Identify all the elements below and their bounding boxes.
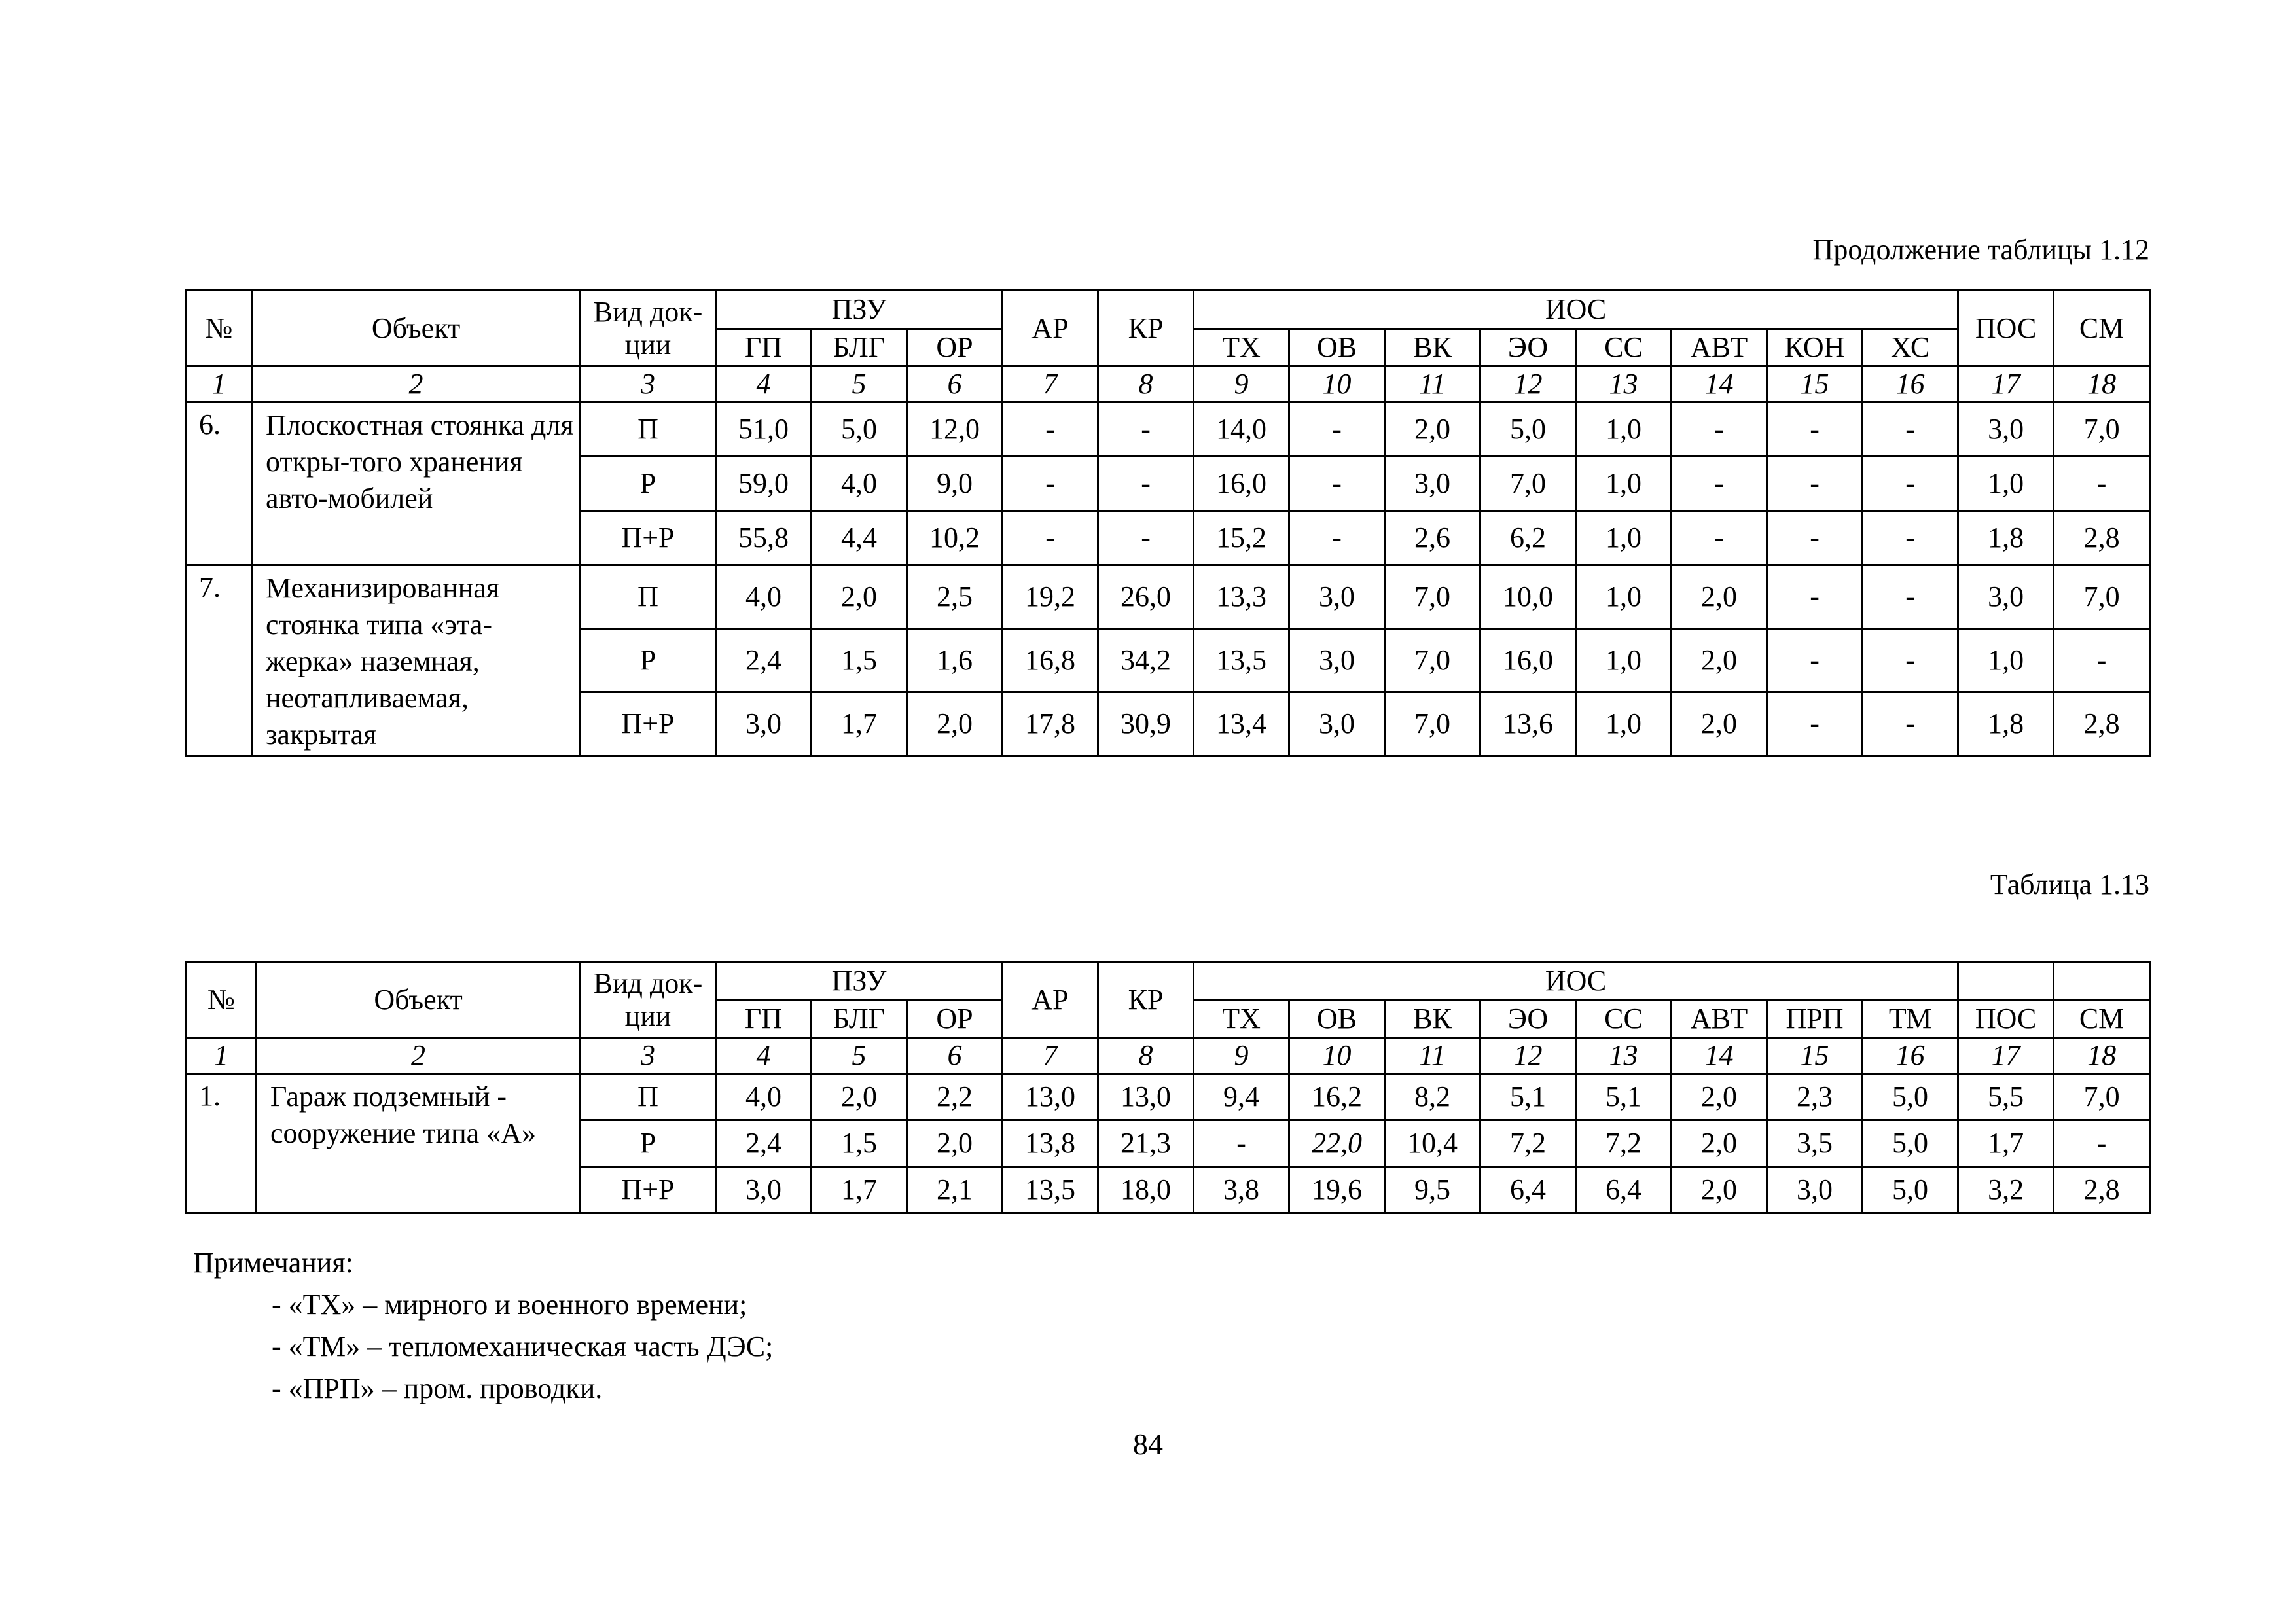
value-cell: 12,0: [907, 402, 1003, 457]
value-cell: 2,0: [1385, 402, 1480, 457]
value-cell: -: [1863, 692, 1958, 756]
notes-title: Примечания:: [193, 1247, 353, 1279]
header-ss: СС: [1576, 1001, 1672, 1038]
table-1-13: [185, 961, 2151, 1214]
column-number-cell: 18: [2054, 1038, 2150, 1074]
value-cell: 5,0: [812, 402, 907, 457]
column-number-cell: 8: [1098, 366, 1194, 402]
column-number-cell: 4: [716, 366, 812, 402]
value-cell: 1,0: [1958, 629, 2054, 692]
column-number-cell: 5: [812, 1038, 907, 1074]
value-cell: 5,5: [1958, 1074, 2054, 1120]
value-cell: 2,8: [2054, 511, 2150, 565]
header-pos: ПОС: [1958, 1001, 2054, 1038]
column-number-cell: 16: [1863, 366, 1958, 402]
header-ov: ОВ: [1289, 1001, 1385, 1038]
table1-caption: Продолжение таблицы 1.12: [1812, 234, 2149, 266]
value-cell: 5,0: [1480, 402, 1576, 457]
column-number-cell: 17: [1958, 366, 2054, 402]
value-cell: -: [1098, 402, 1194, 457]
value-cell: 5,0: [1863, 1074, 1958, 1120]
value-cell: 1,0: [1576, 457, 1672, 511]
value-cell: 2,0: [907, 692, 1003, 756]
column-number-cell: 6: [907, 1038, 1003, 1074]
column-number-cell: 2: [257, 1038, 581, 1074]
value-cell: 3,0: [1958, 402, 2054, 457]
value-cell: 5,1: [1480, 1074, 1576, 1120]
value-cell: 2,5: [907, 565, 1003, 629]
value-cell: -: [1863, 457, 1958, 511]
column-number-cell: 5: [812, 366, 907, 402]
header-eo: ЭО: [1480, 329, 1576, 366]
value-cell: 1,0: [1576, 565, 1672, 629]
header-kr: КР: [1098, 962, 1194, 1038]
table-row: [187, 402, 2150, 457]
value-cell: -: [2054, 457, 2150, 511]
value-cell: 6,4: [1480, 1167, 1576, 1213]
note-item: - «ПРП» – пром. проводки.: [272, 1372, 603, 1404]
value-cell: 1,0: [1576, 692, 1672, 756]
value-cell: 9,4: [1194, 1074, 1289, 1120]
value-cell: 3,0: [716, 1167, 812, 1213]
header-eo: ЭО: [1480, 1001, 1576, 1038]
value-cell: 30,9: [1098, 692, 1194, 756]
value-cell: 13,3: [1194, 565, 1289, 629]
header-avt: АВТ: [1672, 1001, 1767, 1038]
notes: [193, 1242, 773, 1410]
value-cell: 1,7: [1958, 1120, 2054, 1167]
value-cell: 8,2: [1385, 1074, 1480, 1120]
value-cell: 14,0: [1194, 402, 1289, 457]
value-cell: 16,0: [1194, 457, 1289, 511]
value-cell: 4,0: [716, 1074, 812, 1120]
value-cell: 9,5: [1385, 1167, 1480, 1213]
value-cell: -: [1672, 457, 1767, 511]
value-cell: 6,2: [1480, 511, 1576, 565]
value-cell: 7,0: [1480, 457, 1576, 511]
value-cell: -: [1767, 457, 1863, 511]
value-cell: 2,0: [1672, 1120, 1767, 1167]
header-sm: СМ: [2054, 291, 2150, 366]
value-cell: 3,0: [1767, 1167, 1863, 1213]
value-cell: -: [1767, 692, 1863, 756]
doc-type-cell: П+Р: [581, 692, 716, 756]
column-number-cell: 12: [1480, 366, 1576, 402]
value-cell: 2,0: [907, 1120, 1003, 1167]
value-cell: 4,0: [812, 457, 907, 511]
value-cell: 13,8: [1003, 1120, 1098, 1167]
value-cell: 2,0: [1672, 565, 1767, 629]
doc-type-cell: Р: [581, 629, 716, 692]
value-cell: 59,0: [716, 457, 812, 511]
header-vk: ВК: [1385, 329, 1480, 366]
header-ss: СС: [1576, 329, 1672, 366]
column-number-cell: 10: [1289, 366, 1385, 402]
value-cell: 1,6: [907, 629, 1003, 692]
value-cell: 34,2: [1098, 629, 1194, 692]
value-cell: 13,0: [1098, 1074, 1194, 1120]
value-cell: 3,0: [1289, 629, 1385, 692]
value-cell: 26,0: [1098, 565, 1194, 629]
value-cell: -: [1003, 457, 1098, 511]
value-cell: 7,0: [2054, 1074, 2150, 1120]
column-number-cell: 2: [252, 366, 581, 402]
header-blg: БЛГ: [812, 329, 907, 366]
object-name: Механизированная стоянка типа «эта-жерка» наземная, неотапливаемая, закрытая: [252, 565, 581, 756]
value-cell: 1,7: [812, 692, 907, 756]
value-cell: 3,0: [716, 692, 812, 756]
value-cell: -: [1863, 629, 1958, 692]
value-cell: 7,0: [1385, 692, 1480, 756]
header-tm: ТМ: [1863, 1001, 1958, 1038]
value-cell: 1,0: [1958, 457, 2054, 511]
column-number-cell: 1: [187, 1038, 257, 1074]
doc-type-cell: Р: [581, 457, 716, 511]
value-cell: 16,0: [1480, 629, 1576, 692]
table-1-12-continuation: [185, 289, 2151, 757]
header-gp: ГП: [716, 329, 812, 366]
value-cell: 3,0: [1289, 692, 1385, 756]
header-pzu: ПЗУ: [716, 291, 1003, 329]
object-name: Плоскостная стоянка для откры-того хранения авто-мобилей: [252, 402, 581, 565]
column-number-cell: 13: [1576, 366, 1672, 402]
value-cell: -: [1672, 402, 1767, 457]
header-gp: ГП: [716, 1001, 812, 1038]
value-cell: 7,2: [1576, 1120, 1672, 1167]
header-or: ОР: [907, 329, 1003, 366]
object-name: Гараж подземный - сооружение типа «А»: [257, 1074, 581, 1213]
value-cell: 2,0: [1672, 1074, 1767, 1120]
header-avt: АВТ: [1672, 329, 1767, 366]
doc-type-cell: Р: [581, 1120, 716, 1167]
value-cell: 7,0: [2054, 402, 2150, 457]
header-sm: СМ: [2054, 1001, 2150, 1038]
note-item: - «ТХ» – мирного и военного времени;: [272, 1289, 747, 1321]
value-cell: 15,2: [1194, 511, 1289, 565]
value-cell: 5,0: [1863, 1120, 1958, 1167]
value-cell: -: [1003, 511, 1098, 565]
value-cell: 5,0: [1863, 1167, 1958, 1213]
value-cell: 18,0: [1098, 1167, 1194, 1213]
column-number-cell: 1: [187, 366, 252, 402]
value-cell: -: [1289, 402, 1385, 457]
column-number-cell: 11: [1385, 1038, 1480, 1074]
value-cell: 4,4: [812, 511, 907, 565]
column-number-row: [187, 366, 2150, 402]
value-cell: 7,0: [1385, 565, 1480, 629]
column-number-cell: 13: [1576, 1038, 1672, 1074]
value-cell: -: [1098, 457, 1194, 511]
column-number-cell: 3: [581, 1038, 716, 1074]
doc-type-cell: П: [581, 402, 716, 457]
column-number-cell: 18: [2054, 366, 2150, 402]
doc-type-cell: П+Р: [581, 1167, 716, 1213]
value-cell: 13,0: [1003, 1074, 1098, 1120]
value-cell: -: [1672, 511, 1767, 565]
value-cell: -: [1863, 402, 1958, 457]
value-cell: 3,8: [1194, 1167, 1289, 1213]
column-number-cell: 10: [1289, 1038, 1385, 1074]
header-doc-type: Вид док-ции: [581, 962, 716, 1038]
header-ov: ОВ: [1289, 329, 1385, 366]
header-blg: БЛГ: [812, 1001, 907, 1038]
value-cell: 2,0: [1672, 1167, 1767, 1213]
value-cell: 10,0: [1480, 565, 1576, 629]
header-vk: ВК: [1385, 1001, 1480, 1038]
table-row: [187, 565, 2150, 629]
column-number-cell: 6: [907, 366, 1003, 402]
value-cell: -: [1767, 402, 1863, 457]
value-cell: 7,0: [1385, 629, 1480, 692]
header-tx: ТХ: [1194, 329, 1289, 366]
column-number-cell: 16: [1863, 1038, 1958, 1074]
value-cell: 17,8: [1003, 692, 1098, 756]
value-cell: 2,0: [812, 565, 907, 629]
value-cell: 5,1: [1576, 1074, 1672, 1120]
value-cell: 2,3: [1767, 1074, 1863, 1120]
value-cell: 4,0: [716, 565, 812, 629]
header-prp: ПРП: [1767, 1001, 1863, 1038]
column-number-cell: 9: [1194, 1038, 1289, 1074]
value-cell: 1,0: [1576, 402, 1672, 457]
row-number: 1.: [187, 1074, 257, 1213]
header-object: Объект: [257, 962, 581, 1038]
header-sm-blank: [2054, 962, 2150, 1001]
column-number-cell: 14: [1672, 366, 1767, 402]
value-cell: 2,8: [2054, 1167, 2150, 1213]
value-cell: 13,4: [1194, 692, 1289, 756]
value-cell: 3,5: [1767, 1120, 1863, 1167]
header-no: №: [187, 291, 252, 366]
table2-caption: Таблица 1.13: [1990, 868, 2149, 901]
value-cell: 2,0: [812, 1074, 907, 1120]
header-pos-blank: [1958, 962, 2054, 1001]
column-number-cell: 14: [1672, 1038, 1767, 1074]
table-row: [187, 1074, 2150, 1120]
value-cell: 7,2: [1480, 1120, 1576, 1167]
value-cell: 13,6: [1480, 692, 1576, 756]
value-cell: 1,8: [1958, 692, 2054, 756]
column-number-cell: 12: [1480, 1038, 1576, 1074]
value-cell: 2,0: [1672, 692, 1767, 756]
value-cell: 10,2: [907, 511, 1003, 565]
column-number-cell: 17: [1958, 1038, 2054, 1074]
header-ios: ИОС: [1194, 291, 1958, 329]
header-kr: КР: [1098, 291, 1194, 366]
value-cell: 6,4: [1576, 1167, 1672, 1213]
value-cell: 2,2: [907, 1074, 1003, 1120]
column-number-cell: 15: [1767, 1038, 1863, 1074]
value-cell: 10,4: [1385, 1120, 1480, 1167]
doc-type-cell: П: [581, 1074, 716, 1120]
value-cell: -: [1194, 1120, 1289, 1167]
header-ios: ИОС: [1194, 962, 1958, 1001]
value-cell: 51,0: [716, 402, 812, 457]
value-cell: 55,8: [716, 511, 812, 565]
value-cell: 3,0: [1289, 565, 1385, 629]
value-cell: -: [1767, 565, 1863, 629]
header-or: ОР: [907, 1001, 1003, 1038]
value-cell: -: [2054, 629, 2150, 692]
value-cell: 2,4: [716, 1120, 812, 1167]
header-no: №: [187, 962, 257, 1038]
value-cell: 3,2: [1958, 1167, 2054, 1213]
header-xs: ХС: [1863, 329, 1958, 366]
value-cell: 22,0: [1289, 1120, 1385, 1167]
value-cell: -: [1098, 511, 1194, 565]
column-number-cell: 7: [1003, 366, 1098, 402]
header-ar: АР: [1003, 962, 1098, 1038]
value-cell: 19,2: [1003, 565, 1098, 629]
value-cell: 1,0: [1576, 629, 1672, 692]
header-doc-type: Вид док-ции: [581, 291, 716, 366]
header-tx: ТХ: [1194, 1001, 1289, 1038]
row-number: 6.: [187, 402, 252, 565]
value-cell: 2,0: [1672, 629, 1767, 692]
column-number-cell: 15: [1767, 366, 1863, 402]
value-cell: -: [1767, 511, 1863, 565]
value-cell: 21,3: [1098, 1120, 1194, 1167]
value-cell: 3,0: [1385, 457, 1480, 511]
value-cell: 1,5: [812, 1120, 907, 1167]
value-cell: 1,0: [1576, 511, 1672, 565]
column-number-cell: 4: [716, 1038, 812, 1074]
doc-type-cell: П: [581, 565, 716, 629]
header-pos: ПОС: [1958, 291, 2054, 366]
value-cell: 16,8: [1003, 629, 1098, 692]
value-cell: 1,7: [812, 1167, 907, 1213]
value-cell: 13,5: [1194, 629, 1289, 692]
header-object: Объект: [252, 291, 581, 366]
column-number-cell: 11: [1385, 366, 1480, 402]
note-item: - «ТМ» – тепломеханическая часть ДЭС;: [272, 1330, 774, 1363]
value-cell: -: [1863, 565, 1958, 629]
value-cell: -: [1863, 511, 1958, 565]
header-kon: КОН: [1767, 329, 1863, 366]
header-ar: АР: [1003, 291, 1098, 366]
column-number-cell: 9: [1194, 366, 1289, 402]
doc-type-cell: П+Р: [581, 511, 716, 565]
value-cell: 2,6: [1385, 511, 1480, 565]
column-number-cell: 8: [1098, 1038, 1194, 1074]
value-cell: -: [2054, 1120, 2150, 1167]
header-pzu: ПЗУ: [716, 962, 1003, 1001]
value-cell: -: [1289, 457, 1385, 511]
value-cell: 9,0: [907, 457, 1003, 511]
value-cell: 16,2: [1289, 1074, 1385, 1120]
value-cell: -: [1767, 629, 1863, 692]
value-cell: 13,5: [1003, 1167, 1098, 1213]
column-number-cell: 3: [581, 366, 716, 402]
value-cell: 1,5: [812, 629, 907, 692]
column-number-cell: 7: [1003, 1038, 1098, 1074]
value-cell: 3,0: [1958, 565, 2054, 629]
value-cell: -: [1003, 402, 1098, 457]
column-number-row: [187, 1038, 2150, 1074]
value-cell: 2,4: [716, 629, 812, 692]
value-cell: 1,8: [1958, 511, 2054, 565]
value-cell: 2,1: [907, 1167, 1003, 1213]
value-cell: -: [1289, 511, 1385, 565]
value-cell: 2,8: [2054, 692, 2150, 756]
row-number: 7.: [187, 565, 252, 756]
value-cell: 7,0: [2054, 565, 2150, 629]
value-cell: 19,6: [1289, 1167, 1385, 1213]
page-number: 84: [1133, 1427, 1163, 1461]
